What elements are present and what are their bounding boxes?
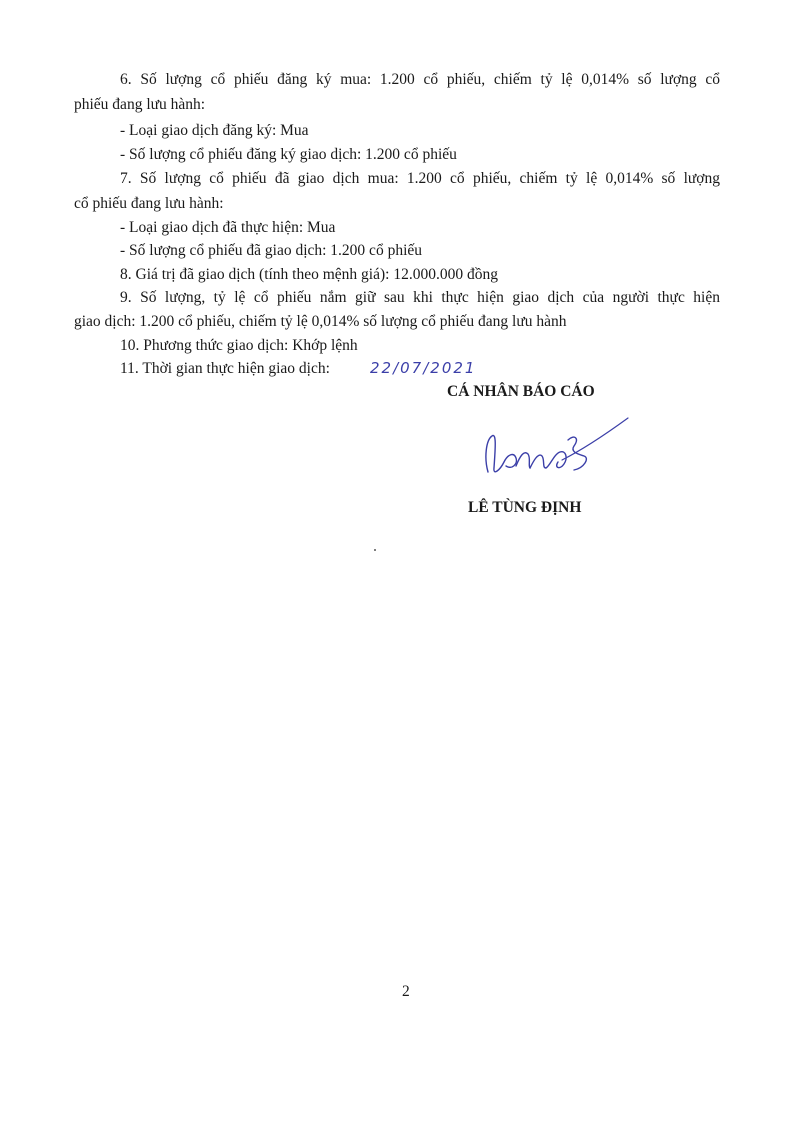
item-7-line-1: 7. Số lượng cổ phiếu đã giao dịch mua: 1.200 cổ phiếu, chiếm tỷ lệ 0,014% số lượng [120, 170, 720, 187]
handwritten-signature [470, 410, 635, 485]
reporter-name: LÊ TÙNG ĐỊNH [468, 499, 582, 516]
item-6-transaction-type: - Loại giao dịch đăng ký: Mua [120, 122, 309, 139]
item-11-label: 11. Thời gian thực hiện giao dịch: [120, 360, 330, 377]
item-9-line-1: 9. Số lượng, tỷ lệ cổ phiếu nắm giữ sau khi thực hiện giao dịch của người thực hiện [120, 289, 720, 306]
page-number: 2 [402, 983, 410, 1000]
item-6-quantity: - Số lượng cổ phiếu đăng ký giao dịch: 1.200 cổ phiếu [120, 146, 457, 163]
signature-block-title: CÁ NHÂN BÁO CÁO [447, 383, 595, 400]
item-10-method: 10. Phương thức giao dịch: Khớp lệnh [120, 337, 358, 354]
item-7-transaction-type: - Loại giao dịch đã thực hiện: Mua [120, 219, 336, 236]
item-8-value: 8. Giá trị đã giao dịch (tính theo mệnh giá): 12.000.000 đồng [120, 266, 498, 283]
item-11-handwritten-date: 22/07/2021 [370, 359, 477, 377]
item-7-line-2: cổ phiếu đang lưu hành: [74, 195, 224, 212]
item-9-line-2: giao dịch: 1.200 cổ phiếu, chiếm tỷ lệ 0,014% số lượng cổ phiếu đang lưu hành [74, 313, 567, 330]
scan-speck [374, 549, 376, 551]
item-6-line-2: phiếu đang lưu hành: [74, 96, 206, 113]
item-7-quantity: - Số lượng cổ phiếu đã giao dịch: 1.200 cổ phiếu [120, 242, 423, 259]
item-6-line-1: 6. Số lượng cổ phiếu đăng ký mua: 1.200 cổ phiếu, chiếm tỷ lệ 0,014% số lượng cổ [120, 71, 720, 88]
